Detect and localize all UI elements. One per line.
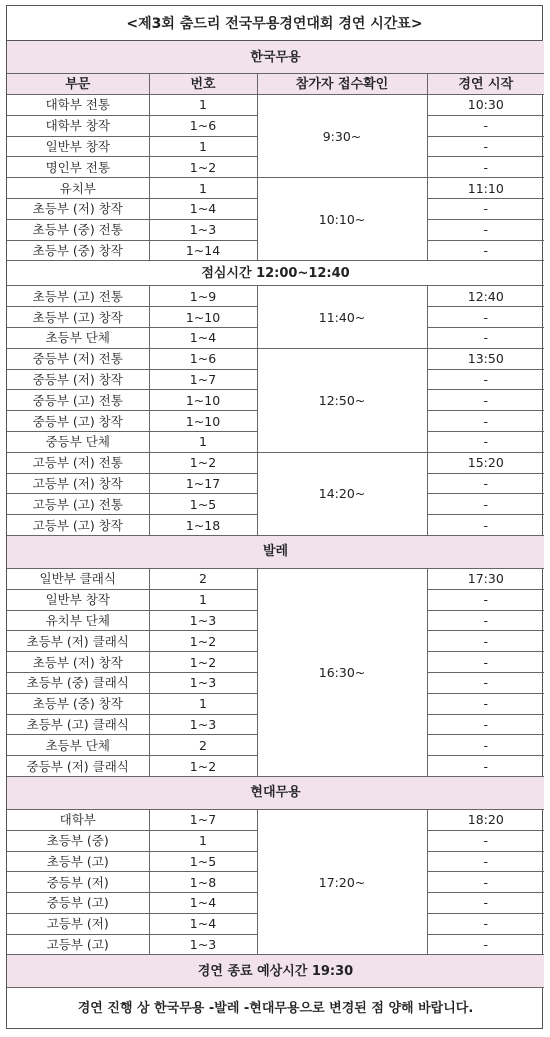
category-cell: 초등부 (고) 전통 <box>7 286 149 307</box>
start-cell: - <box>427 893 544 914</box>
category-cell: 초등부 (고) 클래식 <box>7 714 149 735</box>
number-cell: 1~3 <box>149 219 257 240</box>
category-cell: 초등부 (중) 창작 <box>7 240 149 261</box>
number-cell: 1~7 <box>149 809 257 830</box>
category-cell: 고등부 (저) <box>7 913 149 934</box>
number-cell: 1~2 <box>149 157 257 178</box>
schedule-table <box>7 41 544 1028</box>
category-cell: 일반부 창작 <box>7 589 149 610</box>
number-cell: 1~3 <box>149 934 257 955</box>
start-cell: - <box>427 240 544 261</box>
start-cell: - <box>427 714 544 735</box>
number-cell: 1~3 <box>149 714 257 735</box>
category-cell: 대학부 전통 <box>7 95 149 116</box>
start-cell: - <box>427 431 544 452</box>
start-cell: 17:30 <box>427 568 544 589</box>
start-cell: - <box>427 115 544 136</box>
category-cell: 초등부 단체 <box>7 735 149 756</box>
start-cell: - <box>427 369 544 390</box>
start-cell: - <box>427 473 544 494</box>
header-cell: 경연 시작 <box>427 74 544 95</box>
number-cell: 1~10 <box>149 307 257 328</box>
table-row <box>7 452 544 473</box>
start-cell: - <box>427 735 544 756</box>
number-cell: 1~6 <box>149 348 257 369</box>
start-cell: - <box>427 913 544 934</box>
number-cell: 2 <box>149 568 257 589</box>
schedule-sheet <box>6 5 543 1029</box>
checkin-cell: 16:30~ <box>257 568 427 776</box>
start-cell: 13:50 <box>427 348 544 369</box>
number-cell: 1~7 <box>149 369 257 390</box>
category-cell: 일반부 클래식 <box>7 568 149 589</box>
number-cell: 1~2 <box>149 631 257 652</box>
category-cell: 중등부 (저) 창작 <box>7 369 149 390</box>
number-cell: 1~3 <box>149 610 257 631</box>
number-cell: 1 <box>149 830 257 851</box>
number-cell: 1~5 <box>149 494 257 515</box>
table-row <box>7 95 544 116</box>
category-cell: 초등부 (중) 클래식 <box>7 672 149 693</box>
table-row <box>7 178 544 199</box>
category-cell: 일반부 창작 <box>7 136 149 157</box>
start-cell: - <box>427 589 544 610</box>
table-row <box>7 568 544 589</box>
category-cell: 중등부 (고) <box>7 893 149 914</box>
category-cell: 고등부 (고) 창작 <box>7 515 149 536</box>
checkin-cell: 10:10~ <box>257 178 427 261</box>
start-cell: - <box>427 610 544 631</box>
start-cell: - <box>427 136 544 157</box>
start-cell: - <box>427 157 544 178</box>
start-cell: - <box>427 693 544 714</box>
category-cell: 고등부 (고) <box>7 934 149 955</box>
start-cell: 11:10 <box>427 178 544 199</box>
category-cell: 고등부 (저) 전통 <box>7 452 149 473</box>
start-cell: - <box>427 631 544 652</box>
number-cell: 1~4 <box>149 893 257 914</box>
number-cell: 1 <box>149 178 257 199</box>
start-cell: - <box>427 327 544 348</box>
category-cell: 초등부 (중) 창작 <box>7 693 149 714</box>
category-cell: 고등부 (저) 창작 <box>7 473 149 494</box>
number-cell: 1~17 <box>149 473 257 494</box>
category-cell: 중등부 (저) 클래식 <box>7 756 149 777</box>
number-cell: 1~2 <box>149 652 257 673</box>
start-cell: - <box>427 934 544 955</box>
start-cell: 10:30 <box>427 95 544 116</box>
end-time: 경연 종료 예상시간 19:30 <box>7 955 544 988</box>
start-cell: - <box>427 515 544 536</box>
header-cell: 부문 <box>7 74 149 95</box>
checkin-cell: 17:20~ <box>257 809 427 955</box>
number-cell: 1 <box>149 589 257 610</box>
header-cell: 번호 <box>149 74 257 95</box>
category-cell: 초등부 (저) 창작 <box>7 652 149 673</box>
header-row <box>7 74 544 95</box>
section-ballet-row <box>7 535 544 568</box>
schedule-title: <제3회 춤드리 전국무용경연대회 경연 시간표> <box>7 6 542 41</box>
start-cell: - <box>427 830 544 851</box>
checkin-cell: 11:40~ <box>257 286 427 348</box>
checkin-cell: 14:20~ <box>257 452 427 535</box>
number-cell: 1~10 <box>149 411 257 432</box>
category-cell: 중등부 (고) 전통 <box>7 390 149 411</box>
category-cell: 초등부 (중) 전통 <box>7 219 149 240</box>
number-cell: 1~8 <box>149 872 257 893</box>
start-cell: - <box>427 219 544 240</box>
start-cell: - <box>427 198 544 219</box>
category-cell: 고등부 (고) 전통 <box>7 494 149 515</box>
start-cell: - <box>427 756 544 777</box>
section-modern-row <box>7 776 544 809</box>
category-cell: 초등부 (고) 창작 <box>7 307 149 328</box>
number-cell: 1~2 <box>149 756 257 777</box>
category-cell: 명인부 전통 <box>7 157 149 178</box>
table-row <box>7 286 544 307</box>
category-cell: 대학부 창작 <box>7 115 149 136</box>
section-korean: 한국무용 <box>7 41 544 74</box>
notice-text-row <box>7 988 544 1029</box>
start-cell: - <box>427 672 544 693</box>
category-cell: 초등부 (저) 창작 <box>7 198 149 219</box>
category-cell: 중등부 (저) <box>7 872 149 893</box>
start-cell: 12:40 <box>427 286 544 307</box>
number-cell: 1 <box>149 693 257 714</box>
notice-text: 경연 진행 상 한국무용 -발레 -현대무용으로 변경된 점 양해 바랍니다. <box>7 988 544 1029</box>
start-cell: - <box>427 851 544 872</box>
category-cell: 유치부 단체 <box>7 610 149 631</box>
start-cell: - <box>427 390 544 411</box>
number-cell: 1~10 <box>149 390 257 411</box>
category-cell: 초등부 (중) <box>7 830 149 851</box>
number-cell: 1~6 <box>149 115 257 136</box>
number-cell: 1~5 <box>149 851 257 872</box>
lunch-break-row <box>7 261 544 286</box>
category-cell: 초등부 (고) <box>7 851 149 872</box>
start-cell: 18:20 <box>427 809 544 830</box>
start-cell: - <box>427 307 544 328</box>
table-row <box>7 809 544 830</box>
category-cell: 초등부 단체 <box>7 327 149 348</box>
number-cell: 1 <box>149 136 257 157</box>
category-cell: 중등부 (저) 전통 <box>7 348 149 369</box>
section-ballet: 발레 <box>7 535 544 568</box>
number-cell: 1~3 <box>149 672 257 693</box>
start-cell: - <box>427 494 544 515</box>
category-cell: 유치부 <box>7 178 149 199</box>
number-cell: 1 <box>149 431 257 452</box>
checkin-cell: 12:50~ <box>257 348 427 452</box>
checkin-cell: 9:30~ <box>257 95 427 178</box>
number-cell: 1~4 <box>149 198 257 219</box>
section-modern: 현대무용 <box>7 776 544 809</box>
number-cell: 1~4 <box>149 913 257 934</box>
start-cell: - <box>427 411 544 432</box>
end-time-row <box>7 955 544 988</box>
number-cell: 1~9 <box>149 286 257 307</box>
number-cell: 2 <box>149 735 257 756</box>
number-cell: 1~4 <box>149 327 257 348</box>
start-cell: - <box>427 872 544 893</box>
lunch-break: 점심시간 12:00~12:40 <box>7 261 544 286</box>
number-cell: 1~2 <box>149 452 257 473</box>
category-cell: 대학부 <box>7 809 149 830</box>
header-cell: 참가자 접수확인 <box>257 74 427 95</box>
number-cell: 1~14 <box>149 240 257 261</box>
category-cell: 중등부 단체 <box>7 431 149 452</box>
category-cell: 초등부 (저) 클래식 <box>7 631 149 652</box>
number-cell: 1~18 <box>149 515 257 536</box>
start-cell: - <box>427 652 544 673</box>
table-row <box>7 348 544 369</box>
category-cell: 중등부 (고) 창작 <box>7 411 149 432</box>
section-korean-row <box>7 41 544 74</box>
number-cell: 1 <box>149 95 257 116</box>
start-cell: 15:20 <box>427 452 544 473</box>
